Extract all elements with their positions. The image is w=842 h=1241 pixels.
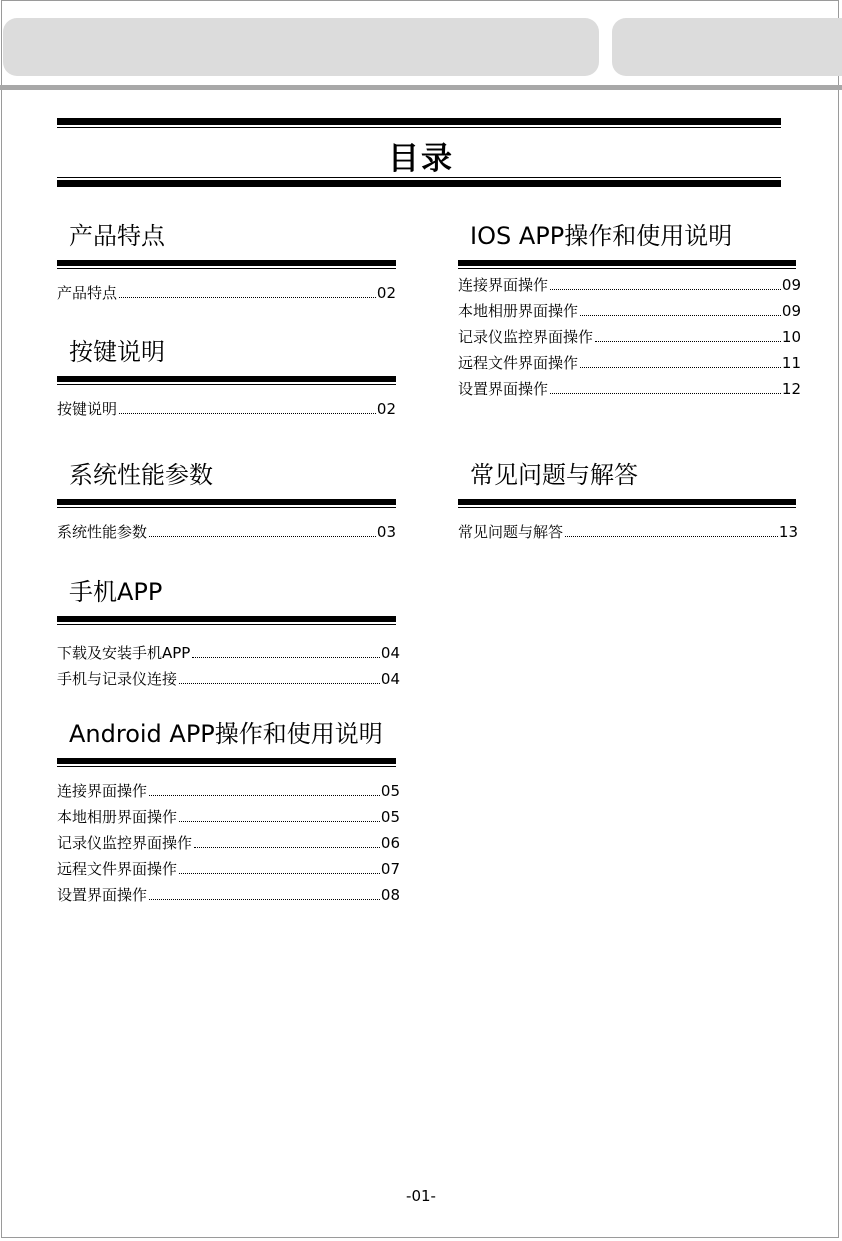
toc-entry-label: 下载及安装手机APP [57,644,191,662]
toc-entry[interactable] [458,274,801,300]
page-number: -01- [406,1187,436,1205]
header-tab-right [612,18,842,76]
header-tab-left [3,18,599,76]
toc-entry-page: 04 [380,670,400,688]
toc-entry-label: 按键说明 [57,400,118,418]
toc-entry[interactable] [57,780,400,806]
dot-leader [550,289,781,290]
section-android [57,720,400,910]
toc-entry-label: 连接界面操作 [458,276,549,294]
dot-leader [580,367,781,368]
dot-leader [119,297,376,298]
toc-entry[interactable] [57,521,396,547]
section-rule [57,499,396,508]
toc-entry-page: 05 [380,782,400,800]
toc-entry-page: 03 [376,523,396,541]
toc-entry[interactable] [57,642,400,668]
toc-entry-label: 系统性能参数 [57,523,148,541]
toc-entry-label: 常见问题与解答 [458,523,564,541]
section-buttons [57,338,396,424]
dot-leader [149,899,380,900]
toc-entry[interactable] [458,326,801,352]
toc-entry[interactable] [57,398,396,424]
dot-leader [550,393,781,394]
toc-entry[interactable] [57,884,400,910]
title-rule-top [57,118,781,128]
toc-entry[interactable] [57,282,396,308]
header-divider [0,85,842,90]
section-rule [458,260,796,269]
section-faq [458,461,798,547]
toc-entry-page: 10 [781,328,801,346]
section-heading: 常见问题与解答 [470,461,638,489]
section-rule [57,616,396,625]
section-ios [458,222,801,404]
toc-entry-label: 记录仪监控界面操作 [57,834,193,852]
toc-entry-label: 本地相册界面操作 [57,808,178,826]
section-features [57,222,396,308]
toc-entry-label: 连接界面操作 [57,782,148,800]
toc-entry-page: 06 [380,834,400,852]
toc-entry-page: 07 [380,860,400,878]
toc-entry[interactable] [57,858,400,884]
toc-entry[interactable] [458,521,798,547]
section-heading: 按键说明 [69,338,165,366]
toc-entry-page: 11 [781,354,801,372]
dot-leader [149,795,380,796]
toc-entry-label: 记录仪监控界面操作 [458,328,594,346]
toc-entry-label: 本地相册界面操作 [458,302,579,320]
section-rule [57,260,396,269]
toc-entry-label: 远程文件界面操作 [458,354,579,372]
page-title: 目录 [388,141,454,177]
dot-leader [595,341,781,342]
toc-entry-page: 04 [380,644,400,662]
toc-entry[interactable] [458,300,801,326]
toc-entry-label: 产品特点 [57,284,118,302]
dot-leader [179,683,380,684]
toc-entry-label: 远程文件界面操作 [57,860,178,878]
dot-leader [179,821,380,822]
section-app [57,578,400,694]
toc-entry-page: 02 [376,400,396,418]
toc-entry[interactable] [458,378,801,404]
section-specs [57,461,396,547]
section-rule [57,376,396,385]
section-heading: 系统性能参数 [69,461,213,489]
section-rule [458,499,796,508]
toc-entry-page: 02 [376,284,396,302]
section-heading: 手机APP [69,578,163,606]
toc-entry-page: 05 [380,808,400,826]
toc-entry-label: 设置界面操作 [57,886,148,904]
dot-leader [179,873,380,874]
toc-entry-page: 08 [380,886,400,904]
dot-leader [580,315,781,316]
section-heading: 产品特点 [69,222,165,250]
dot-leader [149,536,376,537]
section-rule [57,758,396,767]
toc-entry-page: 13 [778,523,798,541]
title-rule-bottom [57,177,781,187]
toc-entry-label: 设置界面操作 [458,380,549,398]
dot-leader [119,413,376,414]
toc-entry-page: 12 [781,380,801,398]
dot-leader [194,847,380,848]
toc-entry-page: 09 [781,302,801,320]
toc-entry[interactable] [57,832,400,858]
toc-entry[interactable] [57,806,400,832]
toc-entry-label: 手机与记录仪连接 [57,670,178,688]
toc-entry-page: 09 [781,276,801,294]
toc-entry[interactable] [57,668,400,694]
dot-leader [565,536,778,537]
section-heading: IOS APP操作和使用说明 [470,222,733,250]
section-heading: Android APP操作和使用说明 [69,720,383,748]
toc-entry[interactable] [458,352,801,378]
dot-leader [192,657,380,658]
